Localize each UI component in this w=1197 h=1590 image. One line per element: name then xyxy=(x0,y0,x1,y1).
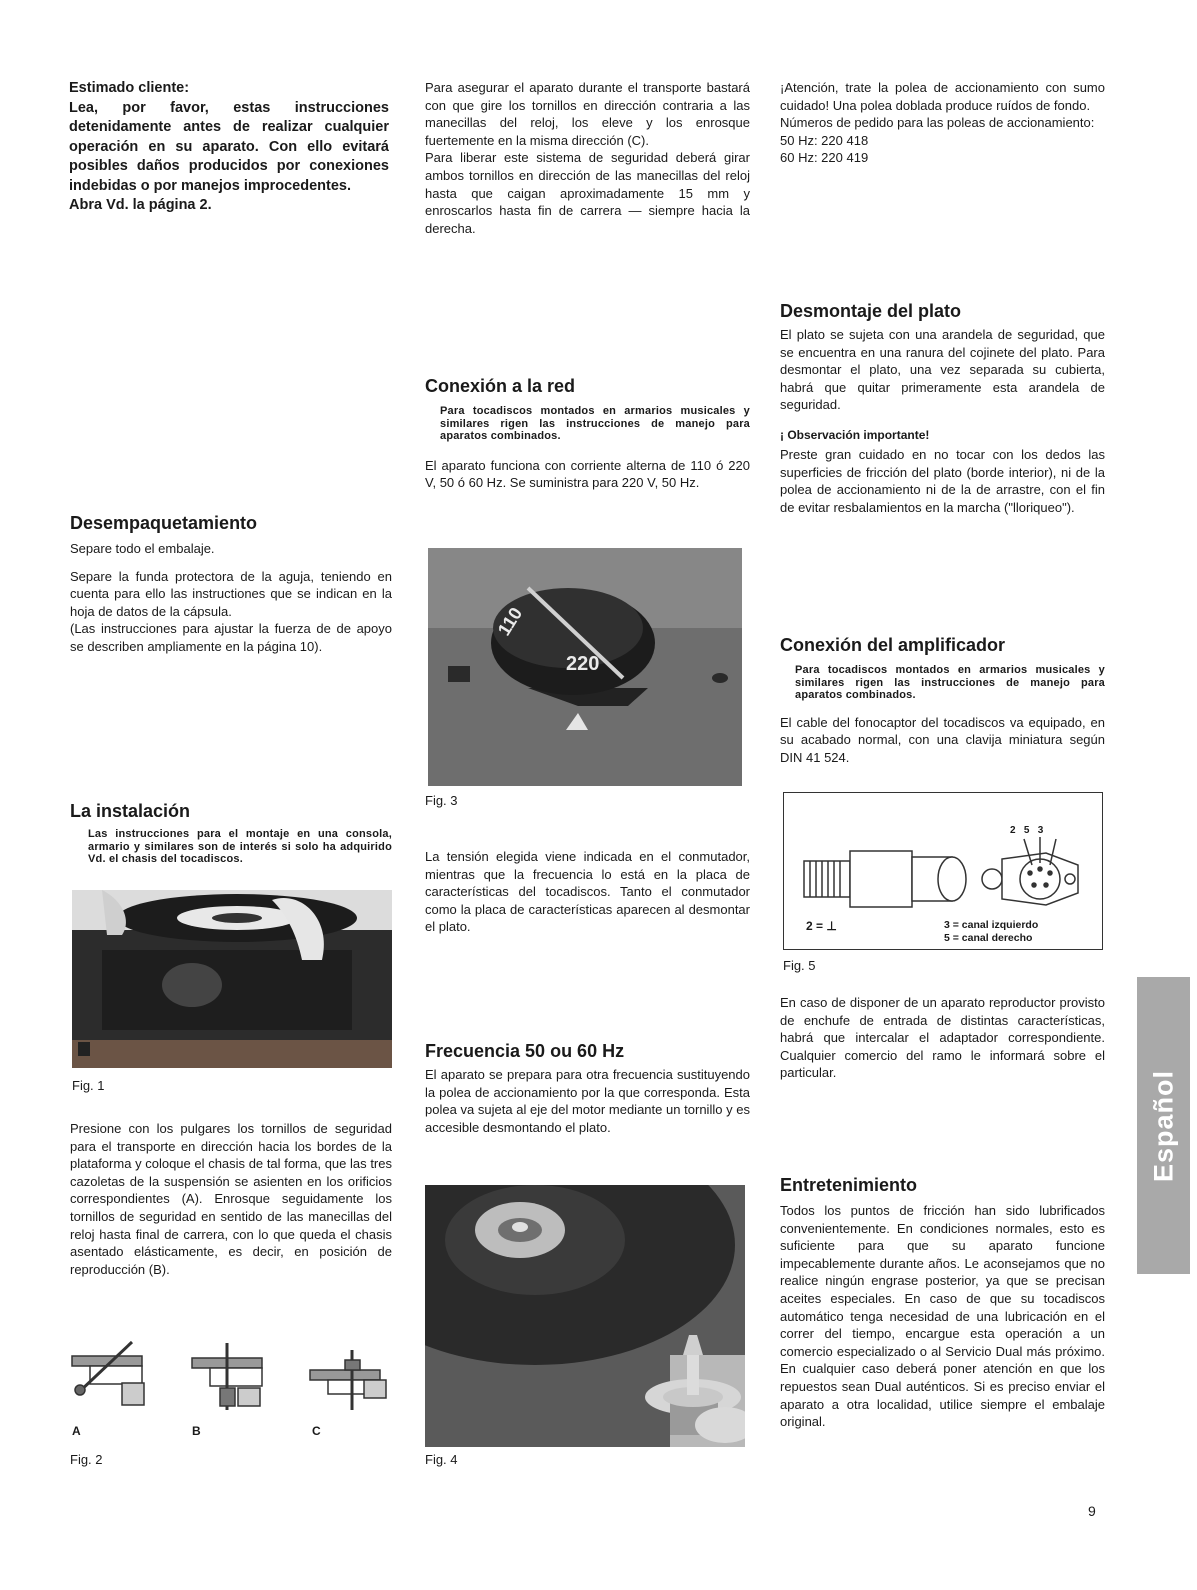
heading-instalacion: La instalación xyxy=(70,801,191,821)
entretenimiento-body: Todos los puntos de fricción han sido lubrificados convenientemente. En condiciones normales, esto es suficiente para que su aparato funcione impecablemente durante años. Le aconsejamos que no realice ningún engrase posterior, ya que se precisan aceites especiales. En caso de que su tocadiscos automático tenga necesidad de una lubricación en el correr del tiempo, encargue esta operación a un comercio especializado o al Servicio Dual más próximo. En cualquier caso deberá poner atención en que los repuestos sean Dual auténticos. Si es preciso enviar el aparato a otra localidad, utilice siempre el embalaje original. xyxy=(780,1203,1105,1430)
intro-block xyxy=(69,79,389,216)
conexion-red-body: El aparato funciona con corriente alterna de 110 ó 220 V, 50 ó 60 Hz. Se suministra para 220 V, 50 Hz. xyxy=(425,457,750,491)
section-desempaquetamiento xyxy=(70,512,392,656)
desempaquetamiento-p3: (Las instrucciones para ajustar la fuerza de de apoyo se describen ampliamente en la página 10). xyxy=(70,621,392,654)
mount-screw-diagrams xyxy=(70,1338,400,1438)
amplificador-note: Para tocadiscos montados en armarios musicales y similares rigen las instrucciones de manejo para aparatos combinados. xyxy=(795,664,1105,701)
attention-p2: Números de pedido para las poleas de accionamiento: xyxy=(780,115,1095,131)
transport-p2: Para liberar este sistema de seguridad deberá girar ambos tornillos en dirección de las manecillas del reloj hasta que caigan aproximadamente 15 mm y enroscarlos hasta fin de carrera — siempre hacia la derecha. xyxy=(425,150,750,236)
section-instalacion xyxy=(70,800,392,866)
fig2-label-b: B xyxy=(192,1424,201,1438)
fig2-label-c: C xyxy=(312,1424,321,1438)
intro-greeting: Estimado cliente: xyxy=(69,80,190,96)
section-conexion-red xyxy=(425,375,750,492)
section-attention xyxy=(780,79,1105,167)
heading-desempaquetamiento: Desempaquetamiento xyxy=(70,513,258,533)
amplificador-body2: En caso de disponer de un aparato reproductor provisto de enchufe de entrada de distintas características, habrá que intercalar el adaptador correspondiente. Cualquier comercio del ramo le informará sobre el particular. xyxy=(780,995,1105,1081)
desempaquetamiento-p2: Separe la funda protectora de la aguja, teniendo en cuenta para ello las instructiones que se indican en la hoja de datos de la cápsula. xyxy=(70,568,392,619)
desmontaje-note-heading: ¡ Observación importante! xyxy=(780,427,930,442)
fig5-ground-label: 2 = ⊥ xyxy=(806,919,837,933)
diagram-b xyxy=(192,1343,262,1410)
tension-block xyxy=(425,848,750,936)
diagram-a xyxy=(72,1342,144,1405)
fig4-photo xyxy=(425,1185,745,1447)
section-entretenimiento xyxy=(780,1174,1105,1431)
din-plug-drawing xyxy=(784,833,1100,953)
desempaquetamiento-p1: Separe todo el embalaje. xyxy=(70,541,215,556)
instalacion-body-block xyxy=(70,1120,392,1278)
fig4-caption: Fig. 4 xyxy=(425,1452,458,1467)
language-side-tab-label: Español xyxy=(1148,1069,1178,1182)
desmontaje-body: El plato se sujeta con una arandela de seguridad, que se encuentra en una ranura del cojinete del plato. Para desmontar el plato, una vez separada su cubierta, habrá que quitar primeramente esta arandela de seguridad. xyxy=(780,327,1105,413)
heading-desmontaje: Desmontaje del plato xyxy=(780,301,962,321)
drive-pulley-image xyxy=(425,1185,745,1447)
fig1-photo xyxy=(72,890,392,1068)
desmontaje-note-body: Preste gran cuidado en no tocar con los dedos las superficies de fricción del plato (borde interior), ni de la polea de accionamiento ni de la de arrastre, con el fin de evitar resbalamientos en la marcha ("lloriqueo"). xyxy=(780,446,1105,515)
fig2-caption: Fig. 2 xyxy=(70,1452,103,1467)
fig5-caption: Fig. 5 xyxy=(783,958,816,973)
amplificador-body2-block xyxy=(780,994,1105,1082)
fig3-label-110: 110 xyxy=(493,603,527,640)
fig5-right-channel: 5 = canal derecho xyxy=(944,932,1033,944)
fig5-left-channel: 3 = canal izquierdo xyxy=(944,919,1039,931)
fig5-diagram xyxy=(783,792,1103,950)
heading-amplificador: Conexión del amplificador xyxy=(780,635,1006,655)
language-side-tab xyxy=(1137,977,1190,1274)
section-desmontaje xyxy=(780,300,1105,516)
fig3-caption: Fig. 3 xyxy=(425,793,458,808)
attention-p1: ¡Atención, trate la polea de accionamiento con sumo cuidado! Una polea doblada produce ruídos de fondo. xyxy=(780,80,1105,113)
turntable-photo-image xyxy=(72,890,392,1068)
fig3-label-220: 220 xyxy=(566,653,600,675)
conexion-red-note: Para tocadiscos montados en armarios musicales y similares rigen las instrucciones de manejo para aparatos combinados. xyxy=(440,405,750,442)
page-number: 9 xyxy=(1088,1503,1096,1519)
section-frecuencia xyxy=(425,1040,750,1136)
heading-conexion-red: Conexión a la red xyxy=(425,376,576,396)
instalacion-body: Presione con los pulgares los tornillos de seguridad para el transporte en dirección hacia los bordes de la plataforma y coloque el chasis de tal forma, que las tres cazoletas de la suspensión se asienten en los orificios correspondientes (A). Enrosque seguidamente los tornillos de seguridad en sentido de las manecillas del reloj hasta final de carrera, con lo que queda el chasis asentado elásticamente, es decir, en posición de reproducción (B). xyxy=(70,1121,392,1277)
tension-body: La tensión elegida viene indicada en el conmutador, mientras que la frecuencia lo está en la placa de características del tocadiscos. Tanto el conmutador como la placa de características aparecen al desmontar el plato. xyxy=(425,849,750,935)
amplificador-body: El cable del fonocaptor del tocadiscos va equipado, en su acabado normal, con una clavija miniatura según DIN 41 524. xyxy=(780,714,1105,765)
frecuencia-body: El aparato se prepara para otra frecuencia sustituyendo la polea de accionamiento por la que corresponda. Esta polea va sujeta al eje del motor mediante un tornillo y es accesible desmontando el plato. xyxy=(425,1067,750,1135)
fig5-pins-label: 2 5 3 xyxy=(1010,825,1044,836)
diagram-c xyxy=(310,1350,386,1410)
transport-p1: Para asegurar el aparato durante el transporte bastará con que gire los tornillos en dirección contraria a las manecillas del reloj, los eleve y los enrosque fuertemente en la misma dirección (C). xyxy=(425,80,750,148)
fig1-caption: Fig. 1 xyxy=(72,1078,105,1093)
voltage-selector-image xyxy=(428,548,742,786)
heading-frecuencia: Frecuencia 50 ou 60 Hz xyxy=(425,1041,625,1061)
section-amplificador xyxy=(780,634,1105,766)
section-transport xyxy=(425,79,750,237)
intro-page-ref: Abra Vd. la página 2. xyxy=(69,197,212,213)
intro-body: Lea, por favor, estas instrucciones detenidamente antes de realizar cualquier operación en su aparato. Con ello evitará posibles daños producidos por conexiones indebidas o por manejos improcedentes. xyxy=(69,99,389,194)
fig3-photo xyxy=(428,548,742,786)
instalacion-note: Las instrucciones para el montaje en una consola, armario y similares son de interés si solo ha adquirido Vd. el chasis del tocadiscos. xyxy=(88,828,392,865)
attention-line50: 50 Hz: 220 418 xyxy=(780,132,869,148)
attention-line60: 60 Hz: 220 419 xyxy=(780,150,869,166)
fig2-diagram xyxy=(70,1338,400,1438)
heading-entretenimiento: Entretenimiento xyxy=(780,1175,918,1195)
fig2-label-a: A xyxy=(72,1424,81,1438)
